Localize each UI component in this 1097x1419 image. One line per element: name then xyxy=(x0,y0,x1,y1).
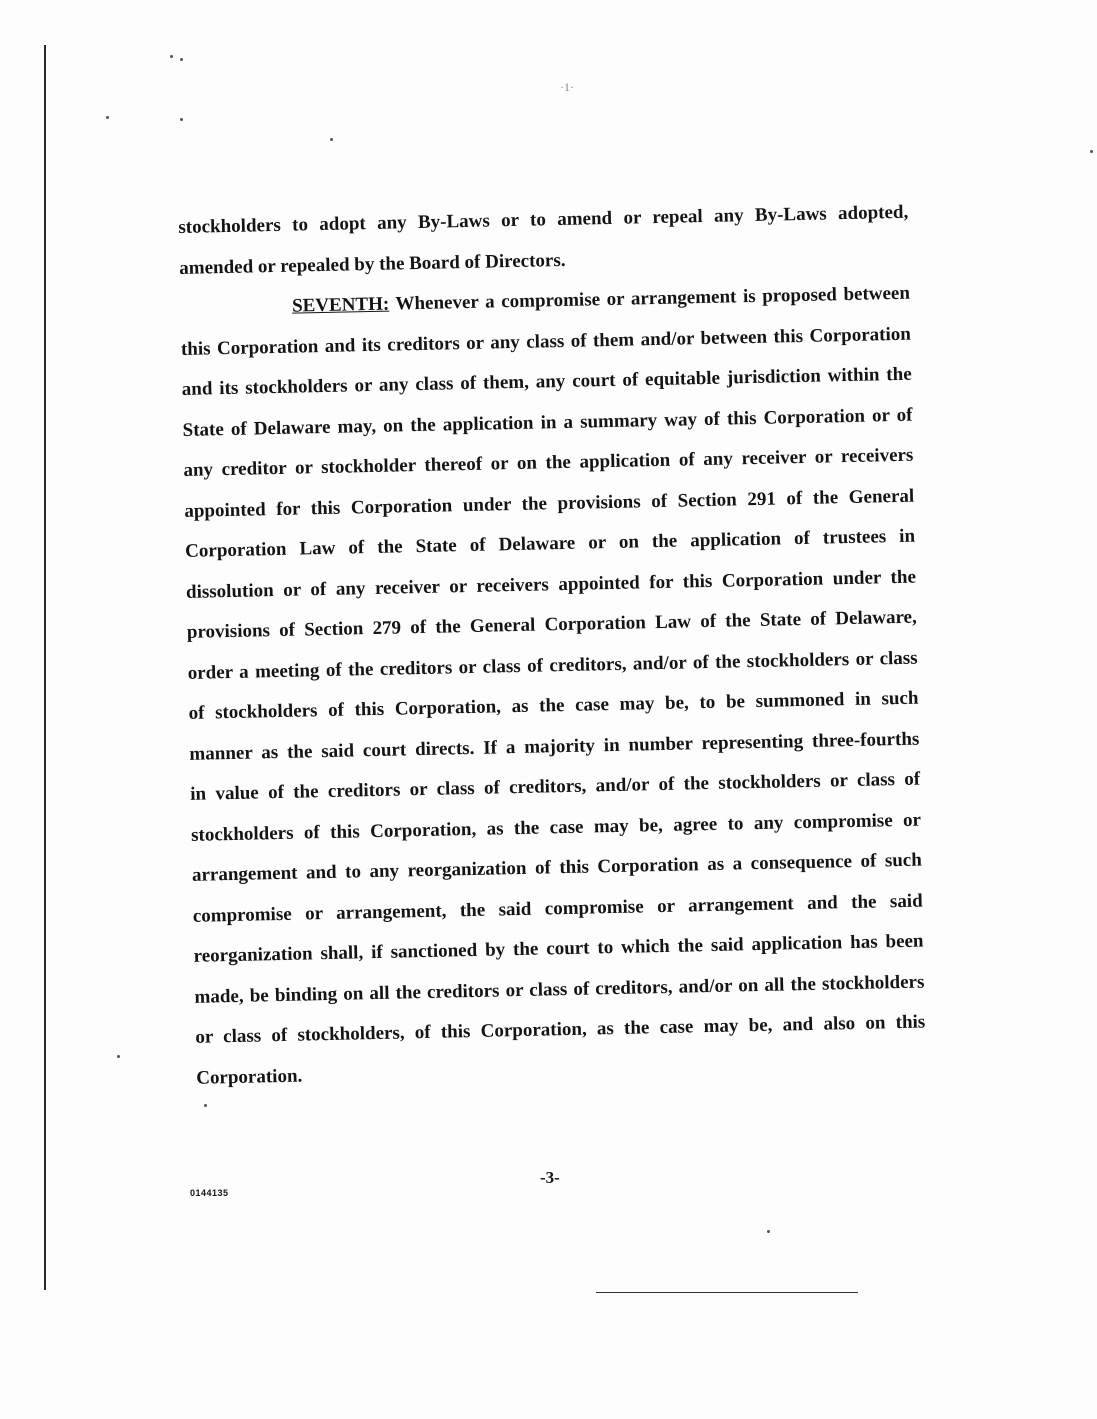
text-line: made, be binding on all the creditors or class of creditors, and/or on all the stockholders xyxy=(194,971,925,1008)
scan-speck xyxy=(180,58,183,61)
paragraph-indent xyxy=(180,312,292,314)
text-line: and its stockholders or any class of them, any court of equitable jurisdiction within the xyxy=(181,363,912,400)
top-scan-mark: ·1· xyxy=(560,80,574,94)
text-line: manner as the said court directs. If a majority in number representing three-fourths xyxy=(189,728,920,765)
text-line: compromise or arrangement, the said compromise or arrangement and the said xyxy=(192,890,923,927)
scan-speck xyxy=(1090,150,1093,153)
text-line: provisions of Section 279 of the General Corporation Law of the State of Delaware, xyxy=(186,606,917,643)
text-line: stockholders of this Corporation, as the case may be, agree to any compromise or xyxy=(190,809,922,846)
scan-speck xyxy=(170,55,173,58)
page-number: -3- xyxy=(540,1168,560,1187)
scan-speck xyxy=(767,1230,770,1233)
text-line: arrangement and to any reorganization of this Corporation as a consequence of such xyxy=(191,849,923,886)
text-line: in value of the creditors or class of creditors, and/or of the stockholders or class of xyxy=(190,768,921,805)
text-line: amended or repealed by the Board of Directors. xyxy=(179,249,566,279)
scan-speck xyxy=(204,1104,207,1107)
left-margin-rule xyxy=(44,45,46,1290)
text-line: of stockholders of this Corporation, as the case may be, to be summoned in such xyxy=(188,687,919,724)
text-line: Corporation. xyxy=(196,1065,303,1089)
seventh-heading: SEVENTH: xyxy=(291,293,390,317)
text-line: dissolution or of any receiver or receivers appointed for this Corporation under the xyxy=(185,566,917,603)
text-line: stockholders to adopt any By-Laws or to amend or repeal any By-Laws adopted, xyxy=(178,201,909,238)
bottom-rule xyxy=(596,1292,858,1293)
scan-speck xyxy=(106,116,109,119)
text-line: this Corporation and its creditors or any class of them and/or between this Corporation xyxy=(180,323,912,360)
seventh-first-line-text: Whenever a compromise or arrangement is proposed between xyxy=(395,282,911,315)
document-code: 0144135 xyxy=(190,1188,229,1198)
text-line: any creditor or stockholder thereof or on the application of any receiver or receivers xyxy=(183,444,914,481)
text-line: order a meeting of the creditors or class of creditors, and/or of the stockholders or class xyxy=(187,647,918,684)
scan-speck xyxy=(117,1055,120,1058)
text-line: appointed for this Corporation under the provisions of Section 291 of the General xyxy=(184,485,915,522)
text-line: Corporation Law of the State of Delaware or on the application of trustees in xyxy=(184,525,916,562)
body-text xyxy=(178,193,926,1099)
text-line: or class of stockholders, of this Corporation, as the case may be, and also on this xyxy=(195,1011,926,1048)
text-line: State of Delaware may, on the application in a summary way of this Corporation or of xyxy=(182,404,913,441)
scan-speck xyxy=(180,118,183,121)
text-line: reorganization shall, if sanctioned by the court to which the said application has been xyxy=(193,930,924,967)
scan-speck xyxy=(330,138,333,141)
